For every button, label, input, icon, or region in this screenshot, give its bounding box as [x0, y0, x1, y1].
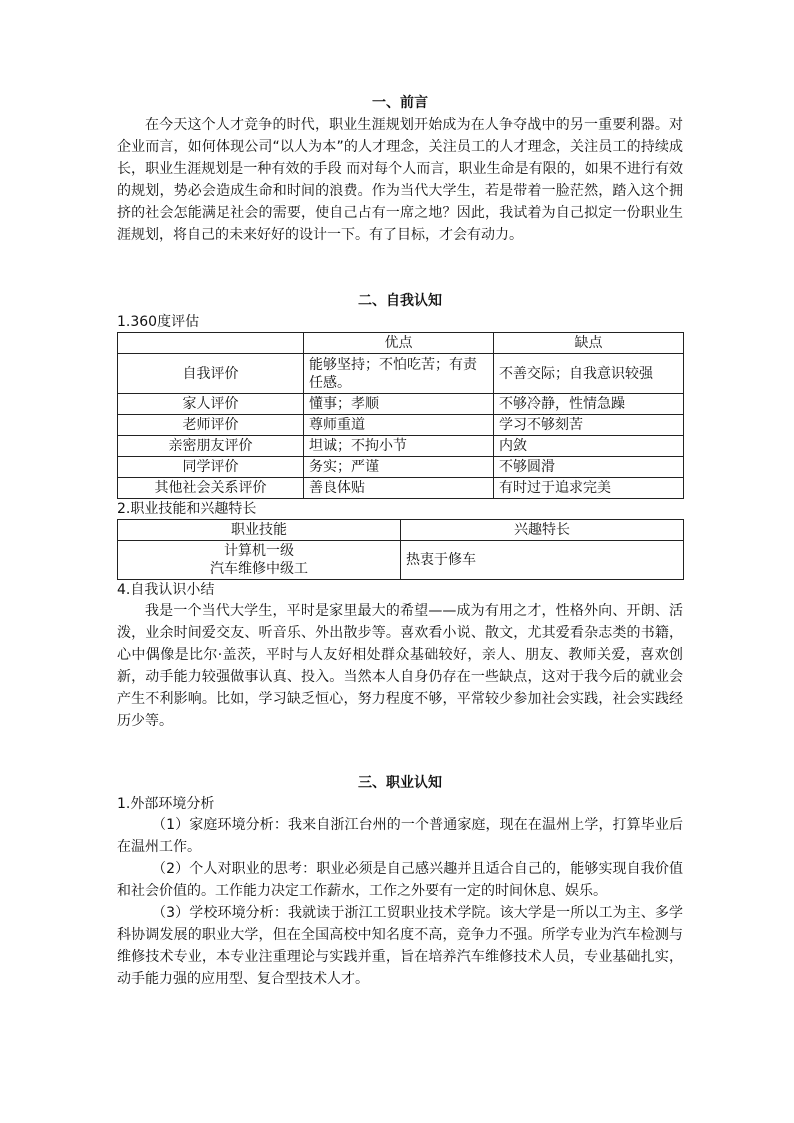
skill-item: 计算机一级: [224, 543, 294, 559]
weakness-cell: 不够圆滑: [494, 457, 684, 478]
skill-item: 汽车维修中级工: [210, 561, 308, 577]
strength-cell: 坦诚；不拘小节: [304, 436, 494, 457]
environment-label: 1.外部环境分析: [117, 796, 215, 812]
table-header-row: [118, 520, 684, 541]
table-header-row: [118, 333, 684, 354]
row-label: 自我评价: [118, 354, 304, 394]
strength-cell: 懂事；孝顺: [304, 394, 494, 415]
skills-cell: [118, 541, 401, 580]
table-row: [118, 541, 684, 580]
summary-label: 4.自我认识小结: [117, 582, 215, 598]
table-row: [118, 394, 684, 415]
strength-cell: 善良体贴: [304, 478, 494, 499]
skills-table: [117, 519, 684, 580]
weakness-cell: 不够冷静，性情急躁: [494, 394, 684, 415]
row-label: 其他社会关系评价: [118, 478, 304, 499]
career-thoughts-paragraph: （2）个人对职业的思考：职业必须是自己感兴趣并且适合自己的，能够实现自我价值和社会价值的。工作能力决定工作薪水，工作之外要有一定的时间休息、娱乐。: [117, 861, 683, 899]
row-label: 同学评价: [118, 457, 304, 478]
spacer: [117, 732, 683, 772]
row-label: 老师评价: [118, 415, 304, 436]
row-label: 家人评价: [118, 394, 304, 415]
school-analysis-paragraph: （3）学校环境分析：我就读于浙江工贸职业技术学院。该大学是一所以工为主、多学科协调发展的职业大学，但在全国高校中知名度不高，竞争力不强。所学专业为汽车检测与维修技术专业，本专业注重理论与实践并重，旨在培养汽车维修技术人员，专业基础扎实，动手能力强的应用型、复合型技术人才。: [117, 905, 683, 987]
strength-cell: 尊师重道: [304, 415, 494, 436]
strength-cell: 能够坚持；不怕吃苦；有责任感。: [304, 354, 494, 394]
family-analysis-paragraph: （1）家庭环境分析：我来自浙江台州的一个普通家庭，现在在温州上学，打算毕业后在温州工作。: [117, 817, 683, 855]
table-row: [118, 478, 684, 499]
row-label: 亲密朋友评价: [118, 436, 304, 457]
table-header-cell: 职业技能: [118, 520, 401, 541]
weakness-cell: 学习不够刻苦: [494, 415, 684, 436]
table-row: [118, 457, 684, 478]
section1-title: 一、前言: [372, 95, 428, 111]
evaluation-label: 1.360度评估: [117, 314, 200, 330]
table-header-cell: 优点: [304, 333, 494, 354]
section1-paragraph: 在今天这个人才竞争的时代，职业生涯规划开始成为在人争夺战中的另一重要利器。对企业而言，如何体现公司“以人为本”的人才理念，关注员工的人才理念，关注员工的持续成长，职业生涯规划是一种有效的手段 而对每个人而言，职业生命是有限的，如果不进行有效的规划，势必会造成生命和时间的浪费。作为当代大学生，若是带着一脸茫然，踏入这个拥挤的社会怎能满足社会的需要，使自己占有一席之地？因此，我试着为自己拟定一份职业生涯规划，将自己的未来好好的设计一下。有了目标，才会有动力。: [117, 117, 683, 243]
section3-title: 三、职业认知: [358, 775, 442, 791]
table-row: [118, 354, 684, 394]
summary-paragraph: 我是一个当代大学生，平时是家里最大的希望——成为有用之才，性格外向、开朗、活泼，业余时间爱交友、听音乐、外出散步等。喜欢看小说、散文，尤其爱看杂志类的书籍，心中偶像是比尔·盖茨，平时与人友好相处群众基础较好，亲人、朋友、教师关爱，喜欢创新，动手能力较强做事认真、投入。当然本人自身仍存在一些缺点，这对于我今后的就业会产生不利影响。比如，学习缺乏恒心，努力程度不够，平常较少参加社会实践，社会实践经历少等。: [117, 603, 683, 729]
weakness-cell: 有时过于追求完美: [494, 478, 684, 499]
spacer: [117, 246, 683, 290]
evaluation-table: [117, 332, 684, 499]
table-row: [118, 415, 684, 436]
document-page: [117, 92, 683, 990]
strength-cell: 务实；严谨: [304, 457, 494, 478]
weakness-cell: 内敛: [494, 436, 684, 457]
table-header-cell: 兴趣特长: [401, 520, 684, 541]
table-header-cell: [118, 333, 304, 354]
section2-title: 二、自我认知: [358, 293, 442, 309]
interest-cell: 热衷于修车: [401, 541, 684, 580]
skills-label: 2.职业技能和兴趣特长: [117, 501, 257, 517]
weakness-cell: 不善交际；自我意识较强: [494, 354, 684, 394]
table-header-cell: 缺点: [494, 333, 684, 354]
table-row: [118, 436, 684, 457]
